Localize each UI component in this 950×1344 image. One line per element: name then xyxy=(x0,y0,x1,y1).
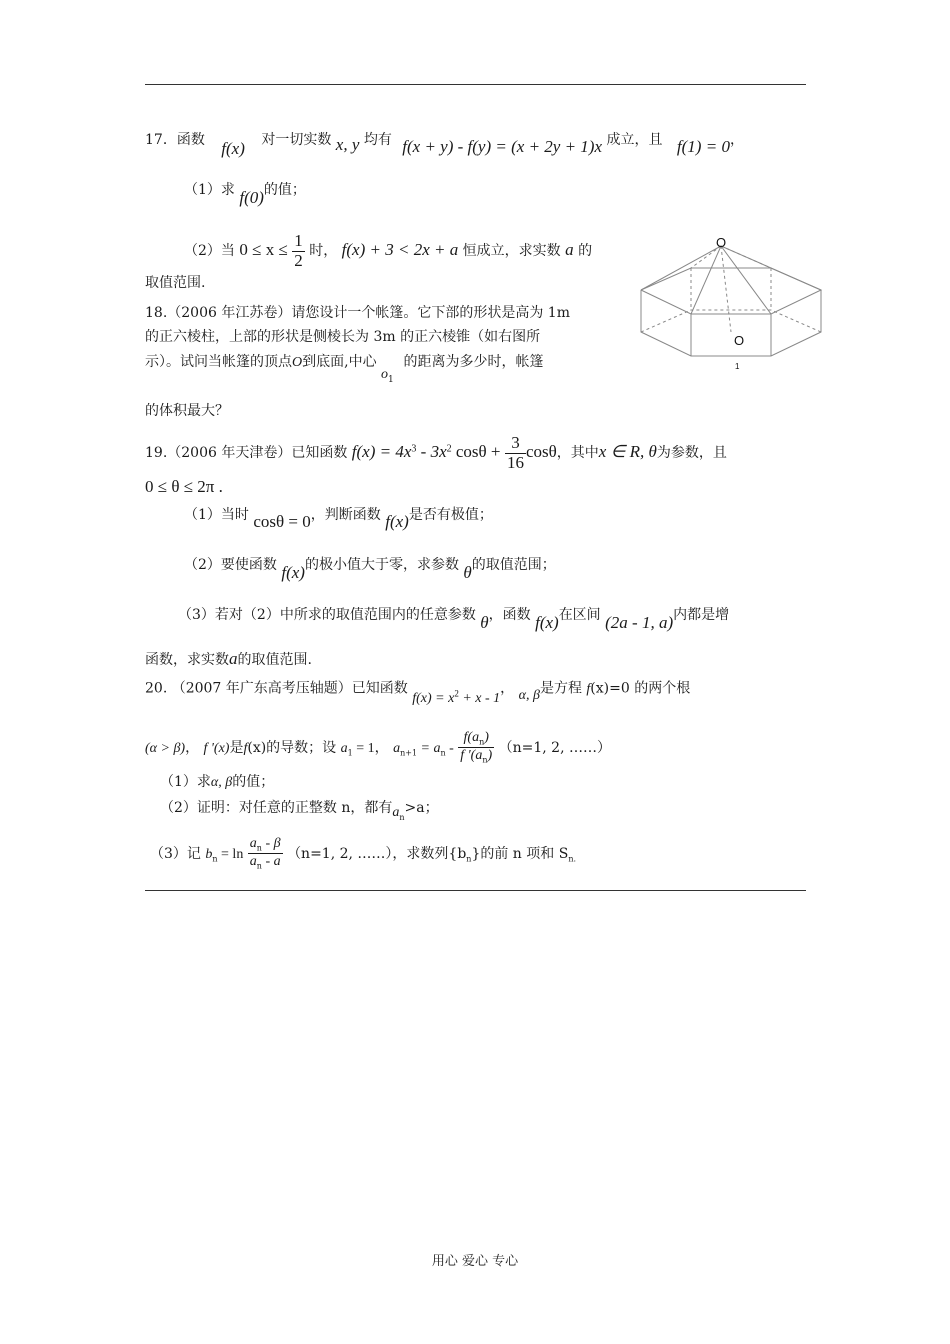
p19-line2: 0 ≤ θ ≤ 2π . xyxy=(145,477,223,496)
p20-line2: (α > β)， f '(x)是f(x)的导数；设 $a_1 = 1$， $a_{n+1} = a_n$ - $\frac{f(a_n)}{f '(a_n)}$ （n=1, 2, ……） xyxy=(145,730,611,765)
p18-line4: 的体积最大？ xyxy=(145,403,229,419)
p20-sub1: （1）求α, β的值； xyxy=(160,774,275,790)
p20-sub2: （2）证明：对任意的正整数 n，都有$a_n>a$； xyxy=(160,800,439,822)
header-rule xyxy=(145,84,806,85)
p19-sub3: （3）若对（2）中所求的取值范围内的任意参数 θ，函数 f(x)在区间 (2a - 1, a)内都是增 xyxy=(178,607,730,632)
p17-sub2: （2）当 0 ≤ x ≤ $\frac{1}{2}$ 时， f(x) + 3 < 2x + a 恒成立，求实数 a 的 xyxy=(184,231,593,270)
apex-label: O xyxy=(716,235,727,250)
page-footer: 用心 爱心 专心 xyxy=(431,1254,519,1269)
p17-sub2-cont: 取值范围. xyxy=(145,275,206,291)
p20-sub3: （3）记 $b_n = \ln$ $\frac{a_n - \beta}{a_n - a}$ （n=1, 2, ……），求数列$\{b_n\}$的前 n 项和 $S_{n.}$ xyxy=(150,836,577,871)
footer-rule xyxy=(145,890,806,891)
center-label: O xyxy=(734,333,745,348)
p18-line2: 的正六棱柱，上部的形状是侧棱长为 3m 的正六棱锥（如右图所 xyxy=(145,329,541,345)
p19-line1: 19.（2006 年天津卷）已知函数 $f(x) = 4x^3 - 3x^2$ cosθ + $\frac{3}{16}$ cosθ，其中x ∈ R, θ为参数，且 xyxy=(145,433,727,472)
tent-figure xyxy=(636,232,826,377)
p19-sub3-cont: 函数，求实数a的取值范围. xyxy=(145,649,312,668)
p18-line1: 18.（2006 年江苏卷）请您设计一个帐篷。它下部的形状是高为 1m xyxy=(145,305,570,321)
p17-line1: 17．函数 f(x) 对一切实数 x, y 均有 f(x + y) - f(y) = (x + 2y + 1)x 成立，且 f(1) = 0， xyxy=(145,132,744,158)
center-sub-label: 1 xyxy=(735,362,740,371)
p19-sub1: （1）当时 cosθ = 0，判断函数 f(x)是否有极值； xyxy=(184,507,493,531)
p19-sub2: （2）要使函数 f(x)的极小值大于零，求参数 θ的取值范围； xyxy=(184,557,556,582)
p18-line3: 示）。试问当帐篷的顶点O到底面,中心 $o_1$ 的距离为多少时，帐篷 xyxy=(145,354,544,385)
p17-sub1: （1）求 f(0)的值； xyxy=(184,182,306,207)
p20-line1: 20. （2007 年广东高考压轴题）已知函数 $f(x) = x^2 + x - 1$， α, β是方程 f(x)=0 的两个根 xyxy=(145,680,691,706)
